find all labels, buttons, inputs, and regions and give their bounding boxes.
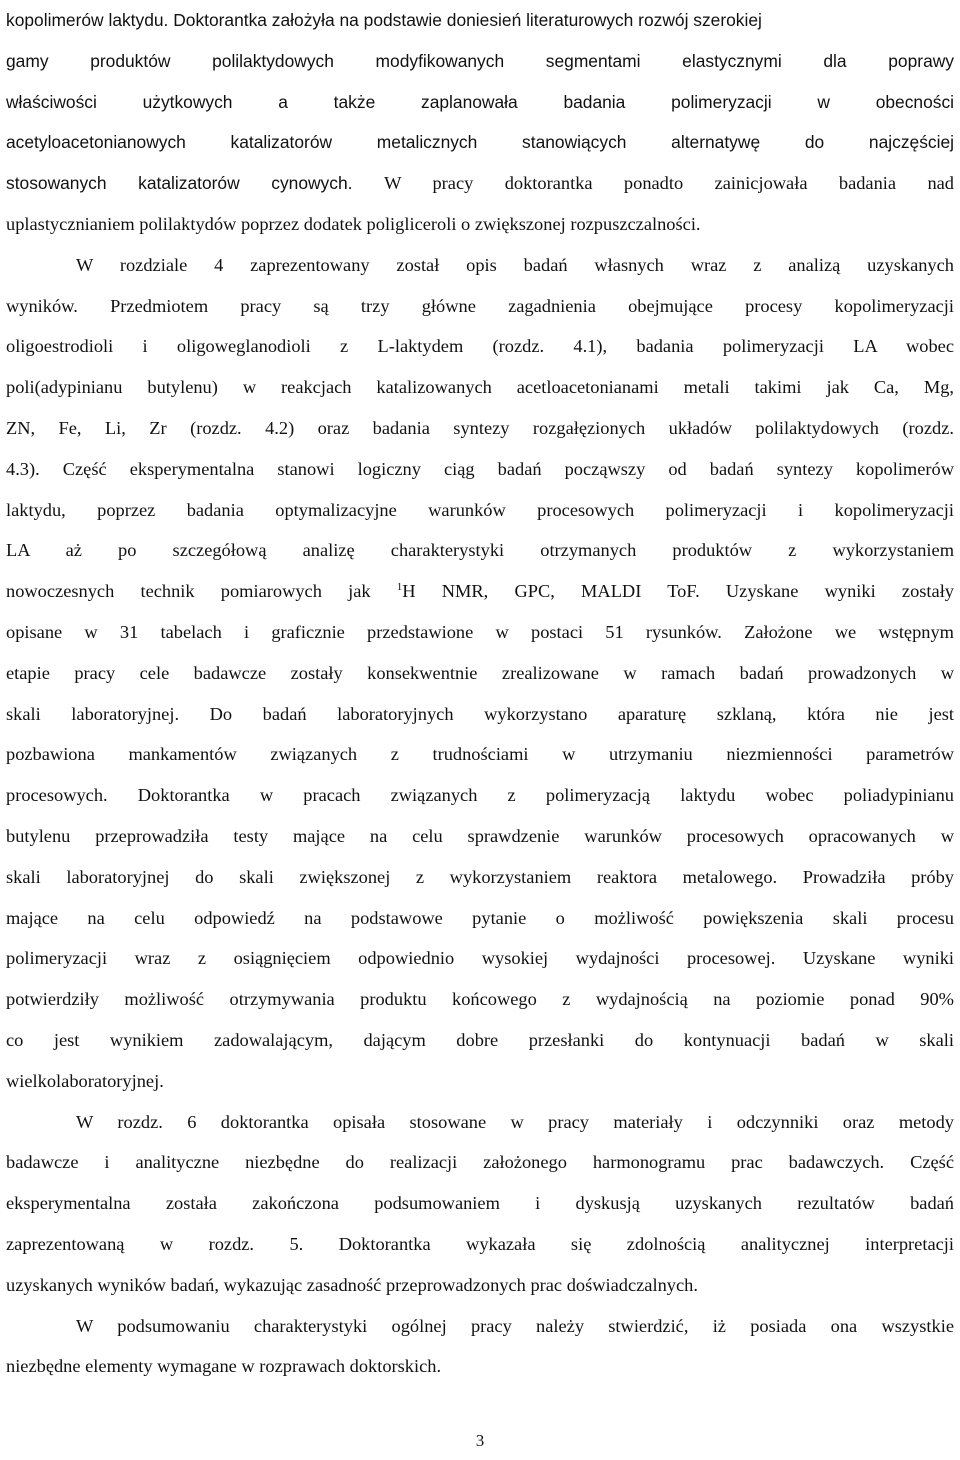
text-line: uplastycznianiem polilaktydów poprzez dodatek poligliceroli o zwiększonej rozpuszczalności. xyxy=(6,214,701,234)
text-line: skali laboratoryjnej. Do badań laboratoryjnych wykorzystano aparaturę szklaną, która nie jest xyxy=(6,703,954,724)
text-line: W rozdziale 4 zaprezentowany został opis badań własnych wraz z analizą uzyskanych xyxy=(76,254,954,275)
text-segment: H NMR, GPC, MALDI ToF. Uzyskane wyniki zostały xyxy=(402,581,954,602)
text-line: potwierdziły możliwość otrzymywania produktu końcowego z wydajnością na poziomie ponad 90% xyxy=(6,989,954,1010)
text-line: uzyskanych wyników badań, wykazując zasadność przeprowadzonych prac doświadczalnych. xyxy=(6,1274,698,1295)
text-line: mające na celu odpowiedź na podstawowe pytanie o możliwość powiększenia skali procesu xyxy=(6,907,954,928)
text-line: eksperymentalna została zakończona podsumowaniem i dyskusją uzyskanych rezultatów badań xyxy=(6,1193,954,1214)
text-line: właściwości użytkowych a także zaplanowała badania polimeryzacji w obecności xyxy=(6,91,954,112)
text-line: pozbawiona mankamentów związanych z trudnościami w utrzymaniu niezmienności parametrów xyxy=(6,744,954,765)
text-line: kopolimerów laktydu. Doktorantka założyła na podstawie doniesień literaturowych rozwój szerokiej xyxy=(6,10,762,30)
text-line: butylenu przeprowadziła testy mające na celu sprawdzenie warunków procesowych opracowanych w xyxy=(6,826,954,846)
text-line: poli(adypinianu butylenu) w reakcjach katalizowanych acetloacetonianami metali takimi jak Ca, Mg, xyxy=(6,377,954,398)
text-line xyxy=(6,571,954,611)
text-line: LA aż po szczegółową analizę charakterystyki otrzymanych produktów z wykorzystaniem xyxy=(6,540,954,561)
superscript: 1 xyxy=(396,581,403,594)
text-segment: stosowanych katalizatorów cynowych. xyxy=(6,173,385,194)
text-line: co jest wynikiem zadowalającym, dającym dobre przesłanki do kontynuacji badań w skali xyxy=(6,1030,954,1050)
text-line: laktydu, poprzez badania optymalizacyjne warunków procesowych polimeryzacji i kopolimeryzacji xyxy=(6,499,954,520)
text-line: gamy produktów polilaktydowych modyfikowanych segmentami elastycznymi dla poprawy xyxy=(6,50,954,71)
page-number: 3 xyxy=(475,1431,485,1450)
text-line: polimeryzacji wraz z osiągnięciem odpowiednio wysokiej wydajności procesowej. Uzyskane wyniki xyxy=(6,948,954,969)
text-line: acetyloacetonianowych katalizatorów metalicznych stanowiących alternatywę do najczęściej xyxy=(6,132,954,153)
text-line: opisane w 31 tabelach i graficznie przedstawione w postaci 51 rysunków. Założone we wstępnym xyxy=(6,622,954,642)
text-line xyxy=(6,163,954,203)
text-line: procesowych. Doktorantka w pracach związanych z polimeryzacją laktydu wobec poliadypinianu xyxy=(6,785,954,806)
text-line: wielkolaboratoryjnej. xyxy=(6,1070,164,1091)
text-line: skali laboratoryjnej do skali zwiększonej z wykorzystaniem reaktora metalowego. Prowadziła próby xyxy=(6,866,954,887)
text-line: ZN, Fe, Li, Zr (rozdz. 4.2) oraz badania syntezy rozgałęzionych układów polilaktydowych (rozdz. xyxy=(6,418,954,438)
text-line: W podsumowaniu charakterystyki ogólnej pracy należy stwierdzić, iż posiada ona wszystkie xyxy=(76,1315,954,1336)
text-line: 4.3). Część eksperymentalna stanowi logiczny ciąg badań począwszy od badań syntezy kopolimerów xyxy=(6,458,954,479)
text-line: niezbędne elementy wymagane w rozprawach doktorskich. xyxy=(6,1356,442,1377)
text-segment: W pracy doktorantka ponadto zainicjowała badania nad xyxy=(384,173,954,194)
text-segment: nowoczesnych technik pomiarowych jak xyxy=(6,581,397,602)
text-line: badawcze i analityczne niezbędne do realizacji założonego harmonogramu prac badawczych. Część xyxy=(6,1152,954,1173)
text-line: oligoestrodioli i oligoweglanodioli z L-laktydem (rozdz. 4.1), badania polimeryzacji LA wobec xyxy=(6,336,954,357)
text-line: etapie pracy cele badawcze zostały konsekwentnie zrealizowane w ramach badań prowadzonych w xyxy=(6,662,954,683)
text-line: zaprezentowaną w rozdz. 5. Doktorantka wykazała się zdolnością analitycznej interpretacji xyxy=(6,1234,954,1254)
text-line: wyników. Przedmiotem pracy są trzy główne zagadnienia obejmujące procesy kopolimeryzacji xyxy=(6,295,954,316)
text-line: W rozdz. 6 doktorantka opisała stosowane w pracy materiały i odczynniki oraz metody xyxy=(76,1111,954,1132)
